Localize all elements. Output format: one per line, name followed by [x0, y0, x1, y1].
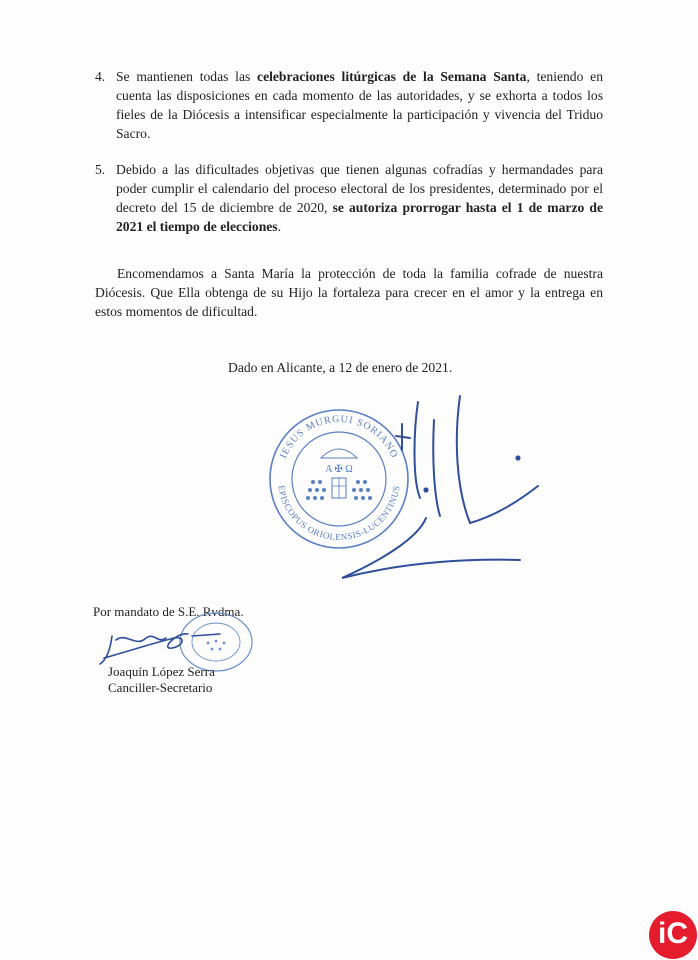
seal-top-text: IESUS MURGUI SORIANO: [278, 413, 400, 461]
closing-paragraph: Encomendamos a Santa María la protección de toda la familia cofrade de nuestra Diócesis. Que Ella obtenga de su Hijo la fortaleza para crecer en el amor y la entrega en estos momentos de dificultad.: [95, 266, 603, 319]
seal-center-letters: A ✠ Ω: [325, 464, 353, 475]
date-line: Dado en Alicante, a 12 de enero de 2021.: [228, 360, 453, 375]
list-item-5: [95, 160, 603, 236]
item-number: 4.: [95, 69, 106, 84]
signatory-role: Canciller-Secretario: [108, 680, 213, 695]
seal-bottom-text: EPISCOPUS ORIOLENSIS-LUCENTINUS: [276, 484, 402, 543]
item-text: Debido a las dificultades objetivas que tienen algunas cofradías y hermandades para poder cumplir el calendario del proceso electoral de los presidentes, determinado por el decreto del 15 de diciembre de 2020, se autoriza prorrogar hasta el 1 de marzo de 2021 el tiempo de elecciones.: [116, 162, 603, 234]
bold-phrase: se autoriza prorrogar hasta el 1 de marzo de 2021 el tiempo de elecciones: [116, 200, 603, 234]
bold-phrase: celebraciones litúrgicas de la Semana Santa: [257, 69, 527, 84]
signatory-name: Joaquín López Serra: [108, 664, 215, 679]
list-item-4: [95, 67, 603, 143]
chancellor-signature: [96, 618, 226, 668]
brand-logo: iC: [649, 911, 697, 959]
mandate-line: Por mandato de S.E. Rvdma.: [93, 604, 244, 619]
item-number: 5.: [95, 162, 106, 177]
item-text: Se mantienen todas las celebraciones litúrgicas de la Semana Santa, teniendo en cuenta las disposiciones en cada momento de las autoridades, y se exhorta a todos los fieles de la Diócesis a intensificar especialmente la participación y vivencia del Triduo Sacro.: [116, 69, 603, 141]
bishop-signature: [330, 388, 560, 588]
